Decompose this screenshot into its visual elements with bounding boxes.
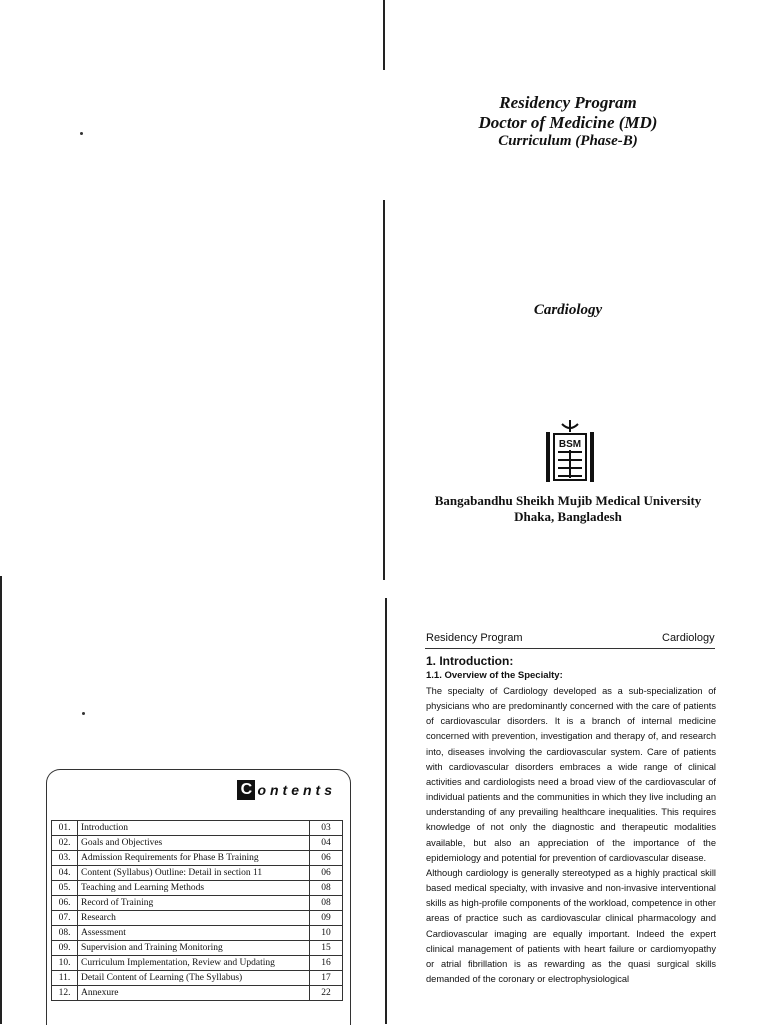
section-heading: 1. Introduction: bbox=[426, 654, 514, 668]
contents-row bbox=[52, 836, 343, 851]
subsection-heading: 1.1. Overview of the Specialty: bbox=[426, 670, 563, 681]
contents-row bbox=[52, 956, 343, 971]
contents-row-number: 04. bbox=[52, 866, 78, 881]
university-logo bbox=[540, 418, 600, 484]
contents-row-page: 06 bbox=[310, 851, 343, 866]
contents-row-number: 05. bbox=[52, 881, 78, 896]
contents-row bbox=[52, 986, 343, 1001]
university-name-block bbox=[418, 493, 718, 525]
contents-row-title: Research bbox=[78, 911, 310, 926]
contents-row-number: 07. bbox=[52, 911, 78, 926]
scan-speck bbox=[82, 712, 85, 715]
contents-row-number: 11. bbox=[52, 971, 78, 986]
page-divider-middle bbox=[383, 200, 385, 580]
contents-row bbox=[52, 866, 343, 881]
contents-row-page: 03 bbox=[310, 821, 343, 836]
running-head-right: Cardiology bbox=[662, 632, 715, 644]
cover-title: Residency Program bbox=[499, 93, 637, 112]
contents-heading-initial: C bbox=[237, 780, 255, 800]
header-rule bbox=[425, 648, 715, 649]
contents-row-page: 08 bbox=[310, 896, 343, 911]
running-head-left: Residency Program bbox=[426, 632, 523, 644]
cover-curriculum: Curriculum (Phase-B) bbox=[498, 133, 638, 149]
contents-table bbox=[51, 820, 343, 1001]
contents-row-number: 06. bbox=[52, 896, 78, 911]
contents-row-number: 03. bbox=[52, 851, 78, 866]
contents-row-title: Detail Content of Learning (The Syllabus) bbox=[78, 971, 310, 986]
contents-row bbox=[52, 821, 343, 836]
contents-row-page: 06 bbox=[310, 866, 343, 881]
contents-row-number: 09. bbox=[52, 941, 78, 956]
intro-body bbox=[426, 684, 716, 987]
contents-row-number: 12. bbox=[52, 986, 78, 1001]
contents-row-page: 09 bbox=[310, 911, 343, 926]
contents-row bbox=[52, 896, 343, 911]
contents-heading-rest: ontents bbox=[257, 782, 336, 798]
university-location: Dhaka, Bangladesh bbox=[514, 509, 622, 524]
intro-paragraph-1: The specialty of Cardiology developed as a sub-specialization of physicians who are predominantly concerned with the care of patients of cardiovascular disorders. It is a branch of internal medicine concerned with prevention, investigation and therapy of, and research into, diseases involving the cardiovascular system. Care of patients with cardiovascular disorders embraces a wide range of clinical activities and cardiologists need a broad view of the cardiovascular of individual patients and the communities in which they live including an understanding of any prevailing healthcare inequalities. This requires knowledge of not only the diagnostic and therapeutic modalities available, but also an appreciation of the importance of the epidemiology and potential for prevention of cardiovascular disease. bbox=[426, 686, 716, 863]
contents-heading bbox=[237, 780, 336, 800]
page-edge-left bbox=[0, 576, 2, 1024]
contents-row bbox=[52, 881, 343, 896]
contents-row-title: Introduction bbox=[78, 821, 310, 836]
contents-row-number: 10. bbox=[52, 956, 78, 971]
contents-row-title: Supervision and Training Monitoring bbox=[78, 941, 310, 956]
contents-row bbox=[52, 851, 343, 866]
contents-row-page: 22 bbox=[310, 986, 343, 1001]
contents-row-title: Content (Syllabus) Outline: Detail in section 11 bbox=[78, 866, 310, 881]
contents-row bbox=[52, 926, 343, 941]
cover-specialty: Cardiology bbox=[533, 302, 603, 318]
contents-row bbox=[52, 941, 343, 956]
university-name: Bangabandhu Sheikh Mujib Medical University bbox=[434, 493, 702, 508]
svg-text:BSM: BSM bbox=[558, 439, 582, 450]
contents-row-page: 17 bbox=[310, 971, 343, 986]
page-divider-top bbox=[383, 0, 385, 70]
contents-row-title: Goals and Objectives bbox=[78, 836, 310, 851]
contents-row-page: 16 bbox=[310, 956, 343, 971]
cover-degree: Doctor of Medicine (MD) bbox=[478, 113, 658, 132]
contents-row-page: 04 bbox=[310, 836, 343, 851]
contents-row bbox=[52, 911, 343, 926]
contents-row-number: 08. bbox=[52, 926, 78, 941]
contents-row-title: Assessment bbox=[78, 926, 310, 941]
contents-row bbox=[52, 971, 343, 986]
contents-row-title: Curriculum Implementation, Review and Updating bbox=[78, 956, 310, 971]
contents-row-number: 01. bbox=[52, 821, 78, 836]
contents-row-title: Record of Training bbox=[78, 896, 310, 911]
contents-row-title: Annexure bbox=[78, 986, 310, 1001]
contents-row-page: 10 bbox=[310, 926, 343, 941]
contents-row-title: Teaching and Learning Methods bbox=[78, 881, 310, 896]
contents-row-title: Admission Requirements for Phase B Training bbox=[78, 851, 310, 866]
contents-box bbox=[46, 769, 351, 1025]
contents-row-number: 02. bbox=[52, 836, 78, 851]
page-divider-bottom bbox=[385, 598, 387, 1024]
intro-paragraph-2: Although cardiology is generally stereotyped as a highly practical skill based medical specialty, with invasive and non-invasive interventional skills as high-profile components of the workload, competence in other areas of practice such as cardiovascular clinical pharmacology and Cardiovascular imaging are equally important. Indeed the expert clinical management of patients with heart failure or cardiomyopathy or atrial fibrillation is as rewarding as the quasi surgical skills demanded of the coronary or electrophysiological bbox=[426, 867, 716, 984]
scan-speck bbox=[80, 132, 83, 135]
contents-row-page: 15 bbox=[310, 941, 343, 956]
contents-row-page: 08 bbox=[310, 881, 343, 896]
